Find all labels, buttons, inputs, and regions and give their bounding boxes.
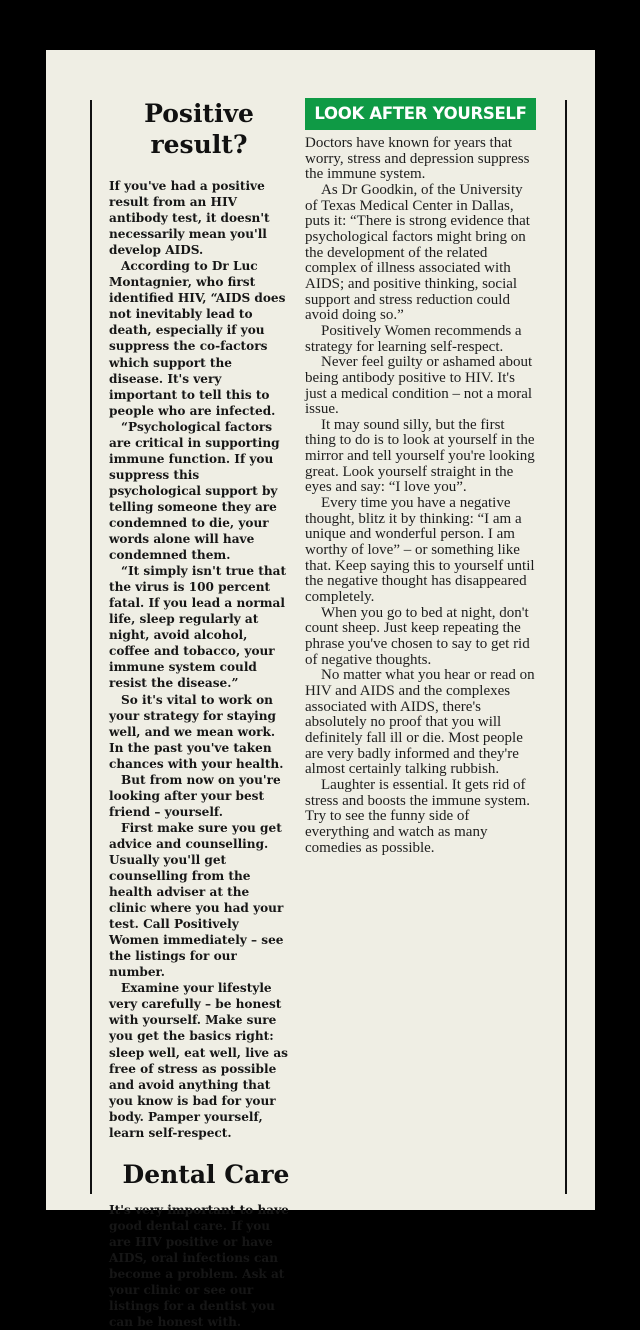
- left-paragraph: But from now on you're looking after your best friend – yourself.: [109, 772, 281, 819]
- right-column: [305, 98, 537, 856]
- right-paragraph: Positively Women recommends a strategy for learning self-respect.: [305, 322, 522, 355]
- right-paragraph: Every time you have a negative thought, blitz it by thinking: “I am a unique and wonderful person. I am worthy of love” – or something like that. Keep saying this to yourself until the negative thought has disappeared completely.: [305, 495, 535, 606]
- positive-result-heading: Positive result?: [144, 99, 254, 159]
- right-paragraph: Never feel guilty or ashamed about being antibody positive to HIV. It's just a medical condition – not a moral issue.: [305, 354, 533, 418]
- left-paragraph: “It simply isn't true that the virus is 100 percent fatal. If you lead a normal life, sleep regularly at night, avoid alcohol, coffee and tobacco, your immune system could resist the disease.”: [109, 564, 287, 691]
- left-paragraph: So it's vital to work on your strategy for staying well, and we mean work. In the past you've taken chances with your health.: [109, 692, 284, 771]
- left-vertical-rule: [90, 100, 92, 1194]
- right-paragraph: Doctors have known for years that worry, stress and depression suppress the immune system.: [305, 135, 530, 183]
- look-after-yourself-banner: LOOK AFTER YOURSELF: [305, 98, 536, 130]
- left-paragraph: Examine your lifestyle very carefully – be honest with yourself. Make sure you get the basics right: sleep well, eat well, live as free of stress as possible and avoid anything that you know is bad for your body. Pamper yourself, learn self-respect.: [109, 981, 288, 1140]
- left-paragraph: If you've had a positive result from an HIV antibody test, it doesn't necessarily mean you'll develop AIDS.: [109, 179, 270, 258]
- right-paragraph: No matter what you hear or read on HIV and AIDS and the complexes associated with AIDS, there's absolutely no proof that you will definitely fall ill or die. Most people are very badly informed and they're almost certainly talking rubbish.: [305, 667, 535, 778]
- right-paragraph: As Dr Goodkin, of the University of Texas Medical Center in Dallas, puts it: “There is strong evidence that psychological factors might bring on the development of the related complex of illness associated with AIDS; and positive thinking, social support and stress reduction could avoid doing so.”: [305, 181, 530, 324]
- left-paragraph: According to Dr Luc Montagnier, who first identified HIV, “AIDS does not inevitably lead to death, especially if you suppress the co-factors which support the disease. It's very important to tell this to people who are infected.: [109, 259, 286, 418]
- dental-care-heading: Dental Care: [122, 1159, 290, 1189]
- left-paragraph: “Psychological factors are critical in supporting immune function. If you suppress this psychological support by telling someone they are condemned to die, your words alone will have condemned them.: [109, 419, 280, 563]
- right-paragraph: It may sound silly, but the first thing to do is to look at yourself in the mirror and tell yourself you're looking great. Look yourself straight in the eyes and say: “I love you”.: [305, 416, 535, 496]
- right-paragraph: When you go to bed at night, don't count sheep. Just keep repeating the phrase you've chosen to say to get rid of negative thoughts.: [305, 604, 530, 668]
- leaflet-page: [46, 50, 595, 1330]
- dental-paragraph: It's very important to have good dental care. If you are HIV positive or have AIDS, oral infections can become a problem. Ask at your clinic or see our listings for a dentist you can be honest with.: [109, 1202, 289, 1330]
- left-column: [109, 98, 289, 1330]
- right-paragraph: Laughter is essential. It gets rid of stress and boosts the immune system. Try to see the funny side of everything and watch as many comedies as possible.: [305, 776, 530, 856]
- left-paragraph: First make sure you get advice and counselling. Usually you'll get counselling from the health adviser at the clinic where you had your test. Call Positively Women immediately – see the listings for our number.: [109, 820, 284, 980]
- right-vertical-rule: [565, 100, 567, 1194]
